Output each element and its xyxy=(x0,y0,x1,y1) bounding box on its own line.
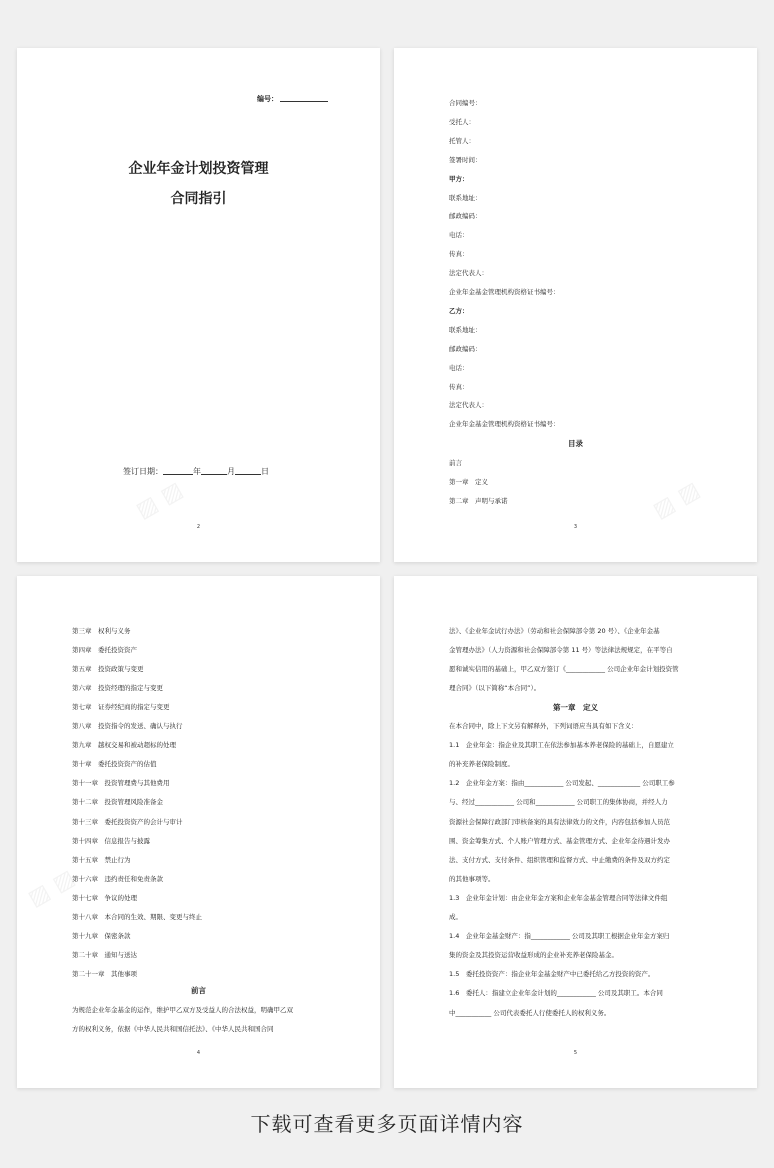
paragraph-line: 理合同》（以下简称“本合同”）。 xyxy=(449,684,541,692)
toc-item: 第十三章 委托投资资产的会计与审计 xyxy=(72,817,183,826)
toc-item: 第二十章 通知与送达 xyxy=(72,950,137,959)
toc-item: 第一章 定义 xyxy=(449,478,488,486)
paragraph-line: 集的资金及其投资运营收益形成的企业补充养老保险基金。 xyxy=(449,951,618,960)
form-field-label: 乙方： xyxy=(449,306,469,315)
paragraph-line: 的补充养老保险制度。 xyxy=(449,760,514,769)
chapter-title: 第一章 定义 xyxy=(553,703,598,712)
toc-item: 第二章 声明与承诺 xyxy=(449,497,508,505)
paragraph-line: 1.3 企业年金计划：由企业年金方案和企业年金基金管理合同等法律文件组 xyxy=(449,893,668,902)
form-field-label: 托管人： xyxy=(449,136,475,145)
document-page-4 xyxy=(17,576,380,1088)
code-blank xyxy=(280,94,328,102)
toc-item: 第四章 委托投资资产 xyxy=(72,646,137,655)
toc-item: 第十一章 投资管理费与其他费用 xyxy=(72,779,170,788)
page-number: 2 xyxy=(196,524,201,530)
paragraph-line: 与、经过____________ 公司和____________ 公司职工的集体协商，并经人力 xyxy=(449,798,668,807)
page-number: 3 xyxy=(573,524,578,530)
toc-item: 第二十一章 其他事项 xyxy=(72,969,137,978)
form-field-label: 联系地址： xyxy=(449,325,482,334)
document-title-line2: 合同指引 xyxy=(170,191,227,207)
form-field-label: 邮政编码： xyxy=(449,344,482,353)
toc-item: 前言 xyxy=(449,459,462,467)
form-field-label: 合同编号： xyxy=(449,99,482,107)
toc-item: 第十六章 违约责任和免责条款 xyxy=(72,874,163,883)
form-field-label: 传真： xyxy=(449,382,469,391)
paragraph-line: 法、支付方式、支付条件、组织管理和监督方式、中止缴费的条件及双方约定 xyxy=(449,855,670,864)
toc-item: 第十四章 信息报告与披露 xyxy=(72,836,150,845)
form-field-label: 电话： xyxy=(449,231,469,240)
paragraph-line: 中___________ 公司代表委托人行使委托人的权利义务。 xyxy=(449,1008,611,1017)
toc-title: 目录 xyxy=(568,439,583,448)
form-field-label: 法定代表人： xyxy=(449,401,488,410)
paragraph-line: 资源社会保障行政部门审核备案的具有法律效力的文件，内容包括参加人员范 xyxy=(449,817,670,826)
document-page-2 xyxy=(17,48,380,562)
paragraph-line: 1.4 企业年金基金财产：指____________ 公司及其职工根据企业年金方案归 xyxy=(449,932,670,941)
form-field-label: 传真： xyxy=(449,250,469,259)
form-field-label: 电话： xyxy=(449,363,469,372)
watermark: ▨ ▨ xyxy=(649,477,705,524)
toc-item: 第十七章 争议的处理 xyxy=(72,893,137,902)
toc-item: 第十二章 投资管理风险准备金 xyxy=(72,798,163,807)
page-number: 5 xyxy=(573,1050,578,1056)
document-title-line1: 企业年金计划投资管理 xyxy=(128,161,269,177)
watermark: ▨ ▨ xyxy=(24,865,80,912)
download-caption: 下载可查看更多页面详情内容 xyxy=(250,1112,524,1136)
toc-item: 第十八章 本合同的生效、期限、变更与终止 xyxy=(72,912,202,921)
form-field-label: 签署时间： xyxy=(449,155,482,164)
toc-item: 第十章 委托投资资产的估值 xyxy=(72,760,157,769)
paragraph-line: 1.1 企业年金：指企业及其职工在依法参加基本养老保险的基础上，自愿建立 xyxy=(449,741,674,750)
toc-item: 第三章 权利与义务 xyxy=(72,627,131,635)
preface-title: 前言 xyxy=(191,986,206,995)
sign-date: 签订日期： 年 月 日 xyxy=(123,467,269,476)
watermark: ▨ ▨ xyxy=(132,477,188,524)
document-page-5 xyxy=(394,576,757,1088)
contract-code-label: 编号： xyxy=(257,94,328,104)
toc-item: 第七章 证券经纪商的指定与变更 xyxy=(72,703,170,712)
paragraph-line: 的其他事项等。 xyxy=(449,874,495,883)
form-field-label: 联系地址： xyxy=(449,193,482,202)
form-field-label: 企业年金基金管理机构资格证书编号： xyxy=(449,420,560,429)
toc-item: 第九章 越权交易和被动超标的处理 xyxy=(72,741,176,750)
paragraph-line: 成。 xyxy=(449,913,462,921)
paragraph-line: 1.2 企业年金方案：指由____________ 公司发起、_____________ 公司职工参 xyxy=(449,779,675,788)
toc-item: 第六章 投资经理的指定与变更 xyxy=(72,684,163,693)
form-field-label: 受托人： xyxy=(449,117,475,126)
paragraph-line: 金管理办法》（人力资源和社会保障部令第 11 号）等法律法规规定，在平等自 xyxy=(449,646,673,654)
paragraph-line: 法》、《企业年金试行办法》（劳动和社会保障部令第 20 号）、《企业年金基 xyxy=(449,627,660,635)
paragraph-line: 1.5 委托投资资产：指企业年金基金财产中已委托给乙方投资的资产。 xyxy=(449,970,655,979)
document-page-3 xyxy=(394,48,757,562)
paragraph-line: 为规范企业年金基金的运作，维护甲乙双方及受益人的合法权益，明确甲乙双 xyxy=(72,1006,293,1014)
paragraph-line: 1.6 委托人：指建立企业年金计划的____________ 公司及其职工。本合同 xyxy=(449,989,663,998)
toc-item: 第八章 投资指令的发送、确认与执行 xyxy=(72,722,183,731)
page-number: 4 xyxy=(196,1050,201,1056)
paragraph-line: 愿和诚实信用的基础上，甲乙双方签订《____________ 公司企业年金计划投资管 xyxy=(449,665,679,673)
paragraph-line: 方的权利义务，依据《中华人民共和国信托法》、《中华人民共和国合同 xyxy=(72,1025,274,1033)
form-field-label: 法定代表人： xyxy=(449,269,488,278)
form-field-label: 邮政编码： xyxy=(449,212,482,221)
toc-item: 第十五章 禁止行为 xyxy=(72,855,131,864)
paragraph-line: 围、资金筹集方式、个人账户管理方式、基金管理方式、企业年金待遇计发办 xyxy=(449,836,670,845)
toc-item: 第五章 投资政策与变更 xyxy=(72,665,144,674)
toc-item: 第十九章 保密条款 xyxy=(72,931,131,940)
form-field-label: 企业年金基金管理机构资格证书编号： xyxy=(449,288,560,296)
paragraph-line: 在本合同中，除上下文另有解释外，下列词语应当具有如下含义： xyxy=(449,722,638,730)
form-field-label: 甲方： xyxy=(449,174,469,183)
